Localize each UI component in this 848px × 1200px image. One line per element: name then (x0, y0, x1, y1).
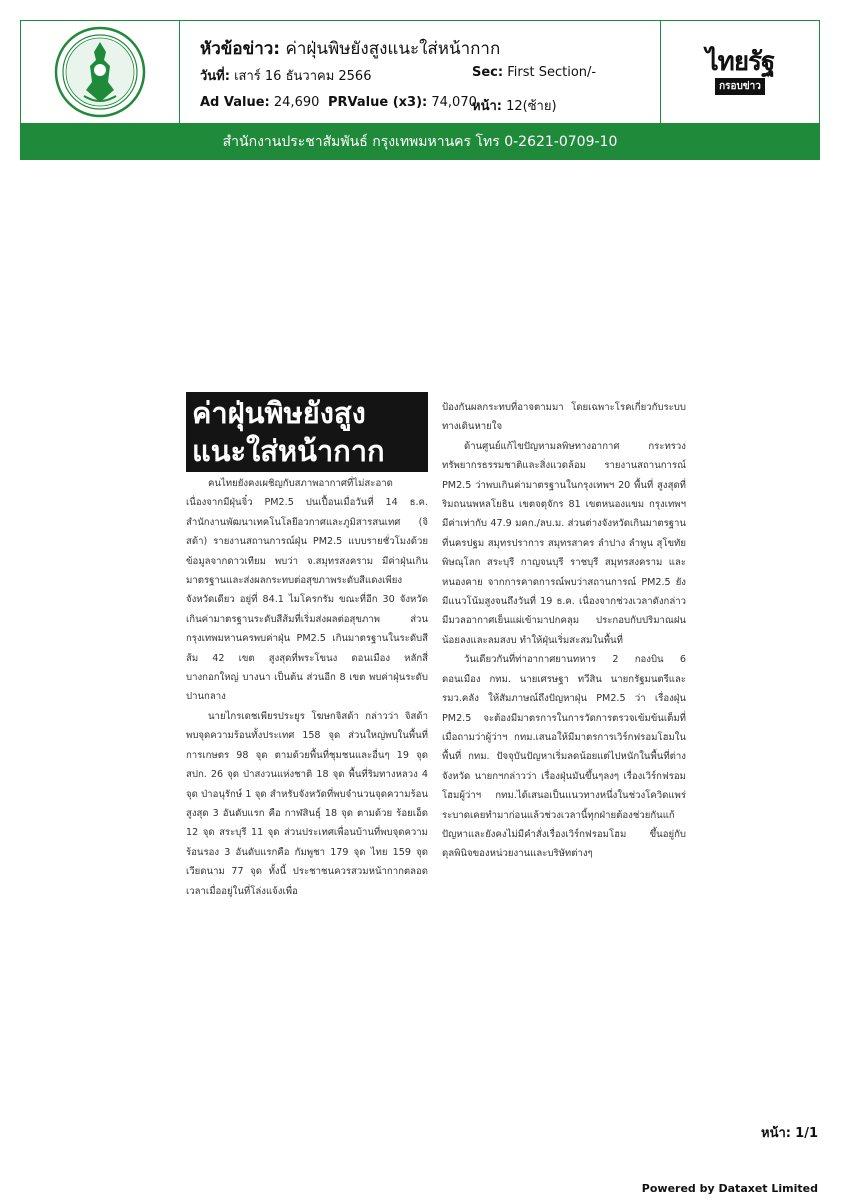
date-value: เสาร์ 16 ธันวาคม 2566 (234, 69, 372, 84)
headline-value: ค่าฝุ่นพิษยังสูงแนะใส่หน้ากาก (285, 39, 501, 59)
page-label: หน้า: (472, 99, 502, 114)
section-row (472, 65, 596, 80)
page-number (761, 1122, 818, 1143)
date-row (200, 65, 371, 86)
ad-value-label: Ad Value: (200, 95, 270, 110)
newspaper-edition: กรอบข่าว (715, 78, 765, 95)
paragraph: ด้านศูนย์แก้ไขปัญหามลพิษทางอากาศ กระทรวงทรัพยากรธรรมชาติและสิ่งแวดล้อม รายงานสถานการณ์ PM2.5 ว่าพบเกินค่ามาตรฐานในกรุงเทพฯ 20 พื้นที่ สูงสุดที่ริมถนนพหลโยธิน เขตจตุจักร 81 เขตหนองแขม กรุงเทพฯ มีค่าเท่ากับ 47.9 มคก./ลบ.ม. ส่วนต่างจังหวัดเกินมาตรฐานที่นครปฐม สมุทรปราการ สมุทรสาคร ลำปาง ลำพูน สุโขทัย พิษณุโลก สระบุรี กาญจนบุรี ราชบุรี สมุทรสงคราม และหนองคาย จากการคาดการณ์พบว่าสถานการณ์ PM2.5 ยังมีแนวโน้มสูงจนถึงวันที่ 19 ธ.ค. เนื่องจากช่วงเวลาดังกล่าวมีมวลอากาศเย็นแผ่เข้ามาปกคลุม ประกอบกับปริมาณฝนน้อยลงและลมสงบ ทำให้ฝุ่นเริ่มสะสมในพื้นที่ (442, 440, 686, 646)
paragraph: ป้องกันผลกระทบที่อาจตามมา โดยเฉพาะโรคเกี่ยวกับระบบทางเดินหายใจ (442, 402, 686, 433)
section-label: Sec: (472, 65, 504, 80)
seal-icon (54, 26, 146, 118)
headline-row (200, 35, 500, 62)
powered-by: Powered by Dataxet Limited (641, 1182, 818, 1195)
pr-value: 74,070 (431, 95, 477, 110)
page-row (472, 95, 557, 116)
pr-value-row (328, 95, 477, 110)
contact-bar: สำนักงานประชาสัมพันธ์ กรุงเทพมหานคร โทร 0-2621-0709-10 (20, 124, 820, 160)
paragraph: วันเดียวกันที่ท่าอากาศยานทหาร 2 กองบิน 6 ดอนเมือง กทม. นายเศรษฐา ทวีสิน นายกรัฐมนตรีและ รมว.คลัง ให้สัมภาษณ์ถึงปัญหาฝุ่น PM2.5 ว่า เรื่องฝุ่น PM2.5 จะต้องมีมาตรการในการวัดการตรวจเข้มข้นเต็มที่ เมื่อถามว่าผู้ว่าฯ กทม.เสนอให้มีมาตรการเวิร์กฟรอมโฮมในพื้นที่ กทม. ปัจจุบันปัญหาเริ่มลดน้อยแต่ไปหนักในพื้นที่ต่างจังหวัด นายกฯกล่าวว่า เรื่องฝุ่นมันขึ้นๆลงๆ เรื่องเวิร์กฟรอมโฮมผู้ว่าฯ กทม.ได้เสนอเป็นแนวทางหนึ่งในช่วงโควิดแพร่ระบาดเคยทำมาก่อนแล้วช่วงเวลานี้ทุกฝ่ายต้องช่วยกันแก้ปัญหาและยังคงไม่มีคำสั่งเรื่องเวิร์กฟรอมโฮม ขึ้นอยู่กับดุลพินิจของหน่วยงานและบริษัทต่างๆ (442, 654, 686, 860)
article-column-left (186, 474, 428, 901)
newspaper-name: ไทยรัฐ (705, 47, 775, 77)
pr-value-label: PRValue (x3): (328, 95, 428, 110)
clipping-header (20, 20, 820, 124)
section-value: First Section/- (507, 65, 597, 80)
ad-value-row (200, 95, 319, 110)
page-number-value: 1/1 (795, 1126, 818, 1141)
article-title: ค่าฝุ่นพิษยังสูง แนะใส่หน้ากาก (186, 392, 428, 472)
page-value: 12(ซ้าย) (506, 99, 557, 114)
page-number-label: หน้า: (761, 1126, 792, 1141)
newspaper-logo (660, 21, 819, 123)
headline-label: หัวข้อข่าว: (200, 39, 281, 59)
bma-seal-logo (21, 21, 180, 123)
date-label: วันที่: (200, 69, 230, 84)
paragraph: นายไกรเดชเพียรประยูร โฆษกจิสด้า กล่าวว่า จิสด้าพบจุดความร้อนทั้งประเทศ 158 จุด ส่วนใหญ่พบในพื้นที่การเกษตร 98 จุด ตามด้วยพื้นที่ชุมชนและอื่นๆ 19 จุด สปก. 26 จุด ป่าสงวนแห่งชาติ 18 จุด พื้นที่ริมทางหลวง 4 จุด ป่าอนุรักษ์ 1 จุด สำหรับจังหวัดที่พบจำนวนจุดความร้อนสูงสุด 3 อันดับแรก คือ กาฬสินธุ์ 18 จุด ตามด้วย ร้อยเอ็ด 12 จุด สระบุรี 11 จุด ส่วนประเทศเพื่อนบ้านที่พบจุดความร้อนรอง 3 อันดับแรกคือ กัมพูชา 179 จุด ไทย 159 จุด เวียดนาม 77 จุด ทั้งนี้ ประชาชนควรสวมหน้ากากตลอดเวลาเมื่ออยู่ในที่โล่งแจ้งเพื่อ (186, 710, 428, 897)
news-clipping (186, 392, 686, 932)
article-column-right (442, 398, 686, 864)
paragraph: คนไทยยังคงเผชิญกับสภาพอากาศที่ไม่สะอาดเนื่องจากมีฝุ่นจิ๋ว PM2.5 ปนเปื้อนเมื่อวันที่ 14 ธ.ค. สำนักงานพัฒนาเทคโนโลยีอวกาศและภูมิสารสนเทศ (จิสด้า) รายงานสถานการณ์ฝุ่น PM2.5 แบบรายชั่วโมงด้วยข้อมูลจากดาวเทียม พบว่า จ.สมุทรสงคราม มีค่าฝุ่นเกินมาตรฐานและส่งผลกระทบต่อสุขภาพระดับสีแดงเพียงจังหวัดเดียว อยู่ที่ 84.1 ไมโครกรัม ขณะที่อีก 30 จังหวัดเกินค่ามาตรฐานระดับสีส้มที่เริ่มส่งผลต่อสุขภาพ ส่วนกรุงเทพมหานครพบค่าฝุ่น PM2.5 เกินมาตรฐานในระดับสีส้ม 42 เขต สูงสุดที่พระโขนง ดอนเมือง หลักสี่ บางกอกใหญ่ บางนา เป็นต้น ส่วนอีก 8 เขต พบค่าฝุ่นระดับปานกลาง (186, 478, 428, 703)
header-info (180, 21, 660, 123)
ad-value: 24,690 (273, 95, 320, 110)
